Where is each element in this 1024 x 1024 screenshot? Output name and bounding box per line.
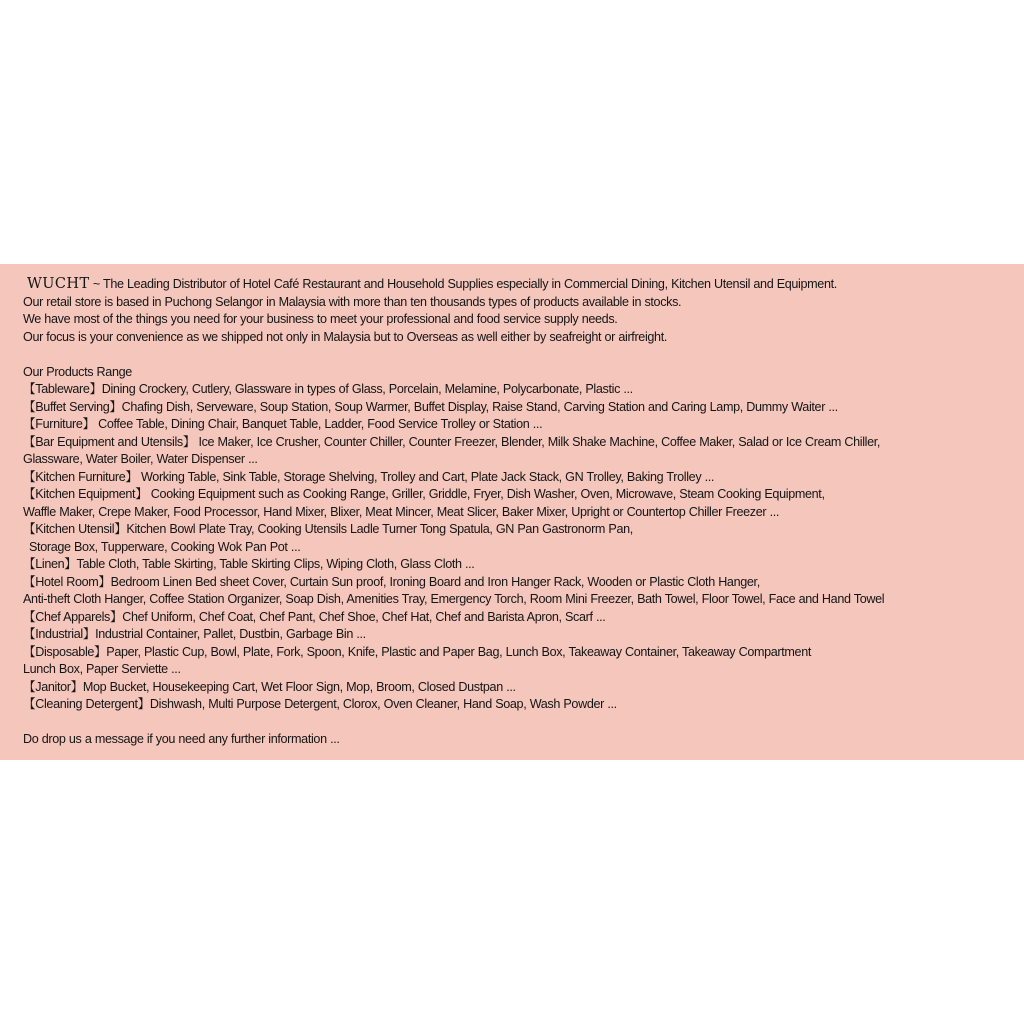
intro-line-1 [23,276,1016,294]
product-line-kitchen-equipment: 【Kitchen Equipment】 Cooking Equipment such as Cooking Range, Griller, Griddle, Fryer, Dish Washer, Oven, Microwave, Steam Cooking Equipment, [23,487,825,501]
product-line-disposable-cont: Lunch Box, Paper Serviette ... [23,662,181,676]
product-line-kitchen-utensil-cont: Storage Box, Tupperware, Cooking Wok Pan Pot ... [29,539,301,554]
product-line-janitor: 【Janitor】Mop Bucket, Housekeeping Cart, Wet Floor Sign, Mop, Broom, Closed Dustpan ... [23,679,516,694]
closing-message: Do drop us a message if you need any further information ... [23,732,340,746]
product-line-bar-equipment-cont: Glassware, Water Boiler, Water Dispenser ... [23,452,258,466]
product-line-chef-apparels: 【Chef Apparels】Chef Uniform, Chef Coat, Chef Pant, Chef Shoe, Chef Hat, Chef and Barista Apron, Scarf ... [23,609,606,624]
intro-line-3: We have most of the things you need for your business to meet your professional and food service supply needs. [23,312,618,326]
product-line-hotel-room: 【Hotel Room】Bedroom Linen Bed sheet Cover, Curtain Sun proof, Ironing Board and Iron Hanger Rack, Wooden or Plastic Cloth Hanger, [23,574,760,589]
product-line-industrial: 【Industrial】Industrial Container, Pallet, Dustbin, Garbage Bin ... [23,627,366,641]
brand-name: WUCHT [27,276,90,292]
product-line-kitchen-equipment-cont: Waffle Maker, Crepe Maker, Food Processor, Hand Mixer, Blixer, Meat Mincer, Meat Slicer, Baker Mixer, Upright or Countertop Chiller Freezer ... [23,504,780,519]
product-line-cleaning-detergent: 【Cleaning Detergent】Dishwash, Multi Purpose Detergent, Clorox, Oven Cleaner, Hand Soap, Wash Powder ... [23,697,617,711]
product-line-tableware: 【Tableware】Dining Crockery, Cutlery, Glassware in types of Glass, Porcelain, Melamine, Polycarbonate, Plastic ... [23,382,633,396]
product-line-disposable: 【Disposable】Paper, Plastic Cup, Bowl, Plate, Fork, Spoon, Knife, Plastic and Paper Bag, Lunch Box, Takeaway Container, Takeaway Compartment [23,644,812,659]
product-line-buffet-serving: 【Buffet Serving】Chafing Dish, Serveware, Soup Station, Soup Warmer, Buffet Display, Raise Stand, Carving Station and Caring Lamp, Dummy Waiter ... [23,399,838,414]
intro-line-2: Our retail store is based in Puchong Selangor in Malaysia with more than ten thousands types of products available in stocks. [23,294,682,309]
intro-line-4: Our focus is your convenience as we shipped not only in Malaysia but to Overseas as well either by seafreight or airfreight. [23,329,668,344]
product-line-linen: 【Linen】Table Cloth, Table Skirting, Table Skirting Clips, Wiping Cloth, Glass Cloth ... [23,557,475,571]
product-line-furniture: 【Furniture】 Coffee Table, Dining Chair, Banquet Table, Ladder, Food Service Trolley or Station ... [23,417,543,431]
product-line-bar-equipment: 【Bar Equipment and Utensils】 Ice Maker, Ice Crusher, Counter Chiller, Counter Freezer, Blender, Milk Shake Machine, Coffee Maker, Salad or Ice Cream Chiller, [23,434,881,449]
info-banner [0,264,1024,760]
intro-tagline: ~ The Leading Distributor of Hotel Café Restaurant and Household Supplies especially in Commercial Dining, Kitchen Utensil and Equipment. [89,277,837,291]
product-line-kitchen-utensil: 【Kitchen Utensil】Kitchen Bowl Plate Tray, Cooking Utensils Ladle Turner Tong Spatula, GN Pan Gastronorm Pan, [23,522,633,536]
spacer [23,714,1016,732]
spacer [23,346,1016,364]
products-heading: Our Products Range [23,364,132,379]
product-line-hotel-room-cont: Anti-theft Cloth Hanger, Coffee Station Organizer, Soap Dish, Amenities Tray, Emergency Torch, Room Mini Freezer, Bath Towel, Floor Towel, Face and Hand Towel [23,592,885,606]
product-line-kitchen-furniture: 【Kitchen Furniture】 Working Table, Sink Table, Storage Shelving, Trolley and Cart, Plate Jack Stack, GN Trolley, Baking Trolley ... [23,469,715,484]
